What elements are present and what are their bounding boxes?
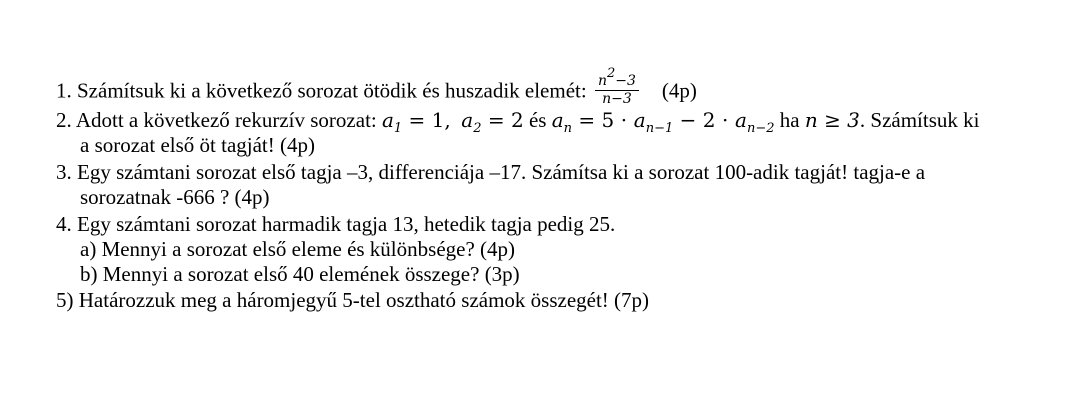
item-3: 3. Egy számtani sorozat első tagja –3, differenciája –17. Számítsa ki a sorozat 100-adik tagját! tagja-e a [56, 160, 926, 184]
item-2-es: és [523, 108, 552, 132]
fraction-numerator: $n^2-3$ [595, 73, 639, 91]
formula-condition: n ≥ 3 [804, 108, 860, 132]
fraction-denominator: n−3 [602, 91, 632, 107]
item-1 [56, 66, 697, 110]
formula-a1: $a_1 = 1$, [381, 108, 451, 136]
item-4: 4. Egy számtani sorozat harmadik tagja 13, hetedik tagja pedig 25. [56, 212, 616, 236]
item-2-end: . Számítsuk ki [859, 108, 980, 132]
item-3-continuation: sorozatnak -666 ? (4p) [80, 185, 270, 209]
item-2-continuation: a sorozat első öt tagját! (4p) [80, 133, 315, 157]
item-2-ha: ha [774, 108, 805, 132]
formula-recursion: $a_n = 5 \cdot a_{n-1} - 2 \cdot a_{n-2}$ [551, 108, 775, 136]
item-5: 5) Határozzuk meg a háromjegyű 5-tel osztható számok összegét! (7p) [56, 288, 650, 312]
item-4-sub-b: b) Mennyi a sorozat első 40 elemének összege? (3p) [80, 262, 520, 286]
formula-a2: $a_2 = 2$ [461, 108, 524, 136]
fraction [595, 66, 639, 108]
item-4-sub-a: a) Mennyi a sorozat első eleme és különbsége? (4p) [80, 237, 516, 261]
item-1-text: 1. Számítsuk ki a következő sorozat ötödik és huszadik elemét: [56, 78, 592, 103]
item-1-points: (4p) [661, 78, 697, 103]
item-2 [56, 107, 980, 136]
item-2-text: 2. Adott a következő rekurzív sorozat: [56, 108, 382, 132]
